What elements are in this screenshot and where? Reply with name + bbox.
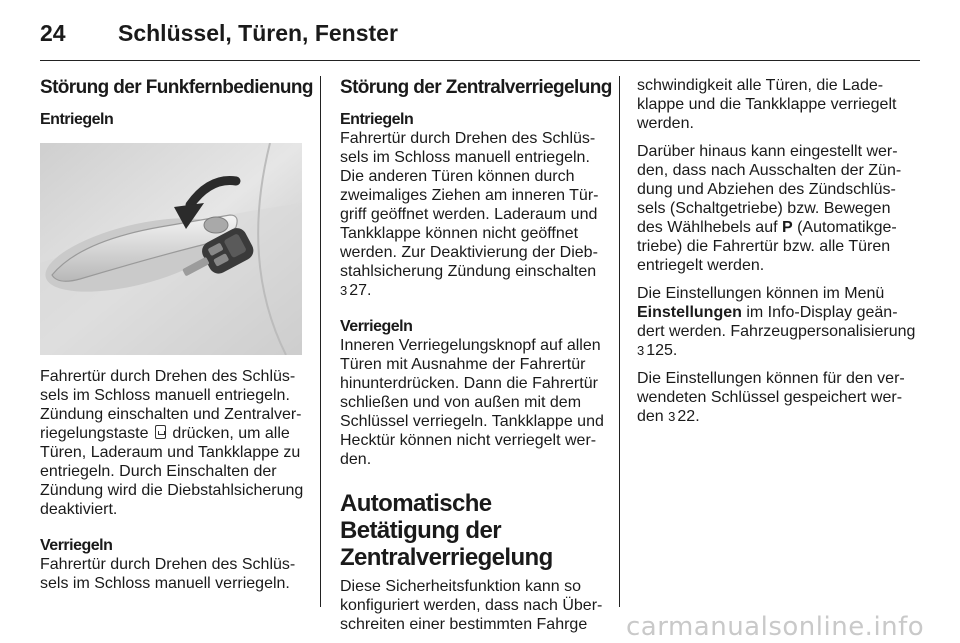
paragraph: Die Einstellungen können im Menü Einstellungen im Info-Display geändert werden. Fahrzeugpersonalisierung 3 125.: [637, 285, 916, 359]
page-header: [40, 14, 920, 54]
subheading-lock: Verriegeln: [340, 318, 413, 335]
page-reference-icon: 3: [637, 343, 645, 358]
column-divider: [320, 76, 321, 607]
column-1: [40, 76, 313, 602]
paragraph: Diese Sicherheitsfunktion kann so konfiguriert werden, dass nach Überschreiten einer bestimmten Fahrge: [340, 578, 603, 633]
paragraph: Fahrertür durch Drehen des Schlüssels im Schloss manuell entriegeln. Zündung einschalten und Zentralverriegelungstaste drücken, um alle Türen, Laderaum und Tankklappe zu entriegeln. Durch Einschalten der Zündung wird die Diebstahlsicherung deaktiviert.: [40, 368, 304, 518]
page-reference-icon: 3: [340, 283, 348, 298]
column-divider: [619, 76, 620, 607]
chapter-title: Schlüssel, Türen, Fenster: [118, 20, 398, 46]
column-3: [637, 76, 917, 435]
page-reference: 22.: [677, 408, 700, 425]
paragraph: Inneren Verriegelungsknopf auf allen Türen mit Ausnahme der Fahrertür hinunterdrücken. Dann die Fahrertür schließen und von außen mit dem Schlüssel verriegeln. Tankklappe und Hecktür können nicht verriegelt werden.: [340, 337, 604, 468]
paragraph: Die Einstellungen können für den verwendeten Schlüssel gespeichert werden 3 22.: [637, 370, 905, 425]
section-heading-central-lock-failure: Störung der Zentralverriegelung: [340, 77, 612, 98]
subheading-unlock: Entriegeln: [340, 111, 414, 128]
paragraph: Fahrertür durch Drehen des Schlüssels im Schloss manuell verriegeln.: [40, 556, 296, 592]
central-lock-key-icon: [155, 425, 166, 439]
watermark: carmanualsonline.info: [626, 612, 925, 642]
page-reference: 125.: [646, 342, 678, 359]
section-heading-remote-failure: Störung der Funkfernbedienung: [40, 77, 313, 98]
page-reference: 27.: [349, 282, 372, 299]
column-2: [340, 76, 612, 643]
door-handle-illustration: [40, 143, 302, 355]
subheading-unlock: Entriegeln: [40, 111, 114, 128]
paragraph: Fahrertür durch Drehen des Schlüssels im Schloss manuell entriegeln. Die anderen Türen können durch zweimaliges Ziehen am inneren Türgriff geöffnet werden. Laderaum und Tankklappe können nicht geöffnet werden. Zur Deaktivierung der Diebstahlsicherung Zündung einschalten 3 27.: [340, 130, 599, 299]
page-number: 24: [40, 20, 66, 46]
subheading-lock: Verriegeln: [40, 537, 113, 554]
paragraph: Darüber hinaus kann eingestellt werden, dass nach Ausschalten der Zündung und Abziehen des Zündschlüssels (Schaltgetriebe) bzw. Bewegen des Wählhebels auf P (Automatikgetriebe) die Fahrertür bzw. alle Türen entriegelt werden.: [637, 143, 902, 274]
page-reference-icon: 3: [668, 409, 676, 424]
menu-name-settings: Einstellungen: [637, 304, 742, 321]
paragraph: schwindigkeit alle Türen, die Ladeklappe und die Tankklappe verriegelt werden.: [637, 77, 897, 132]
section-heading-auto-lock: Automatische Betätigung der Zentralverriegelung: [340, 490, 553, 571]
header-divider: [40, 60, 920, 61]
